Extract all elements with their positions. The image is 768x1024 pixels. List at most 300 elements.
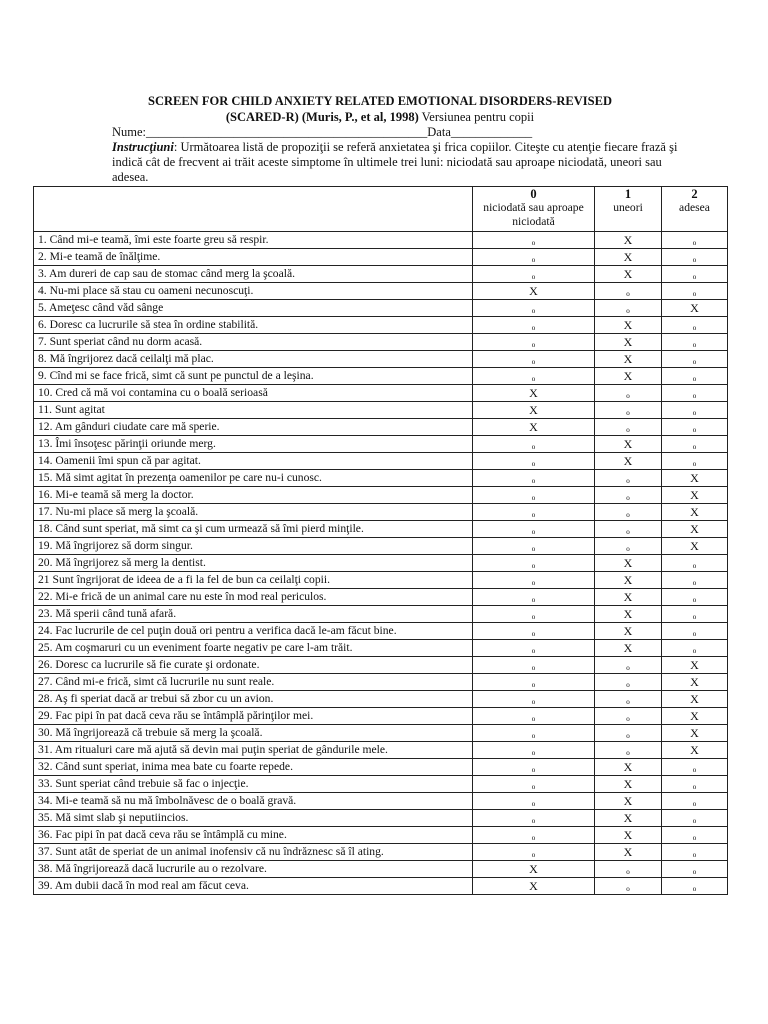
x-mark: X xyxy=(623,641,633,655)
item-text: 8. Mă îngrijorez dacă ceilalţi mă plac. xyxy=(34,351,473,368)
circle-mark: ₒ xyxy=(692,828,697,842)
x-mark: X xyxy=(529,420,538,434)
circle-mark: ₒ xyxy=(692,845,697,859)
answer-cell-col-1[interactable] xyxy=(595,640,662,657)
circle-mark: ₒ xyxy=(531,352,536,366)
circle-mark: ₒ xyxy=(531,454,536,468)
instructions-text: : Următoarea listă de propoziţii se referă anxietatea şi frica copiilor. Citeşte cu atenţie fiecare frază şi indică cât de frecvent ai trăit aceste simptome în ultimele trei luni: niciodată sau aproape niciodată, uneori sau adesea. xyxy=(112,140,678,184)
table-row xyxy=(34,606,728,623)
answer-cell-col-1[interactable] xyxy=(595,589,662,606)
header-col-2 xyxy=(662,187,728,232)
circle-mark: ₒ xyxy=(692,573,697,587)
answer-cell-col-0[interactable] xyxy=(473,742,595,759)
answer-cell-col-2[interactable] xyxy=(662,538,728,555)
circle-mark: ₒ xyxy=(692,386,697,400)
circle-mark: ₒ xyxy=(692,318,697,332)
circle-mark: ₒ xyxy=(692,794,697,808)
x-mark: X xyxy=(690,471,699,485)
circle-mark: ₒ xyxy=(531,726,536,740)
item-text: 6. Doresc ca lucrurile să stea în ordine stabilită. xyxy=(34,317,473,334)
x-mark: X xyxy=(623,437,633,451)
circle-mark: ₒ xyxy=(626,862,630,876)
header-col-1-label: uneori xyxy=(613,201,643,214)
answer-cell-col-2[interactable] xyxy=(662,368,728,385)
circle-mark: ₒ xyxy=(531,607,536,621)
circle-mark: ₒ xyxy=(692,267,697,281)
item-text: 31. Am ritualuri care mă ajută să devin mai puţin speriat de gândurile mele. xyxy=(34,742,473,759)
circle-mark: ₒ xyxy=(531,301,536,315)
table-row xyxy=(34,504,728,521)
circle-mark: ₒ xyxy=(692,233,697,247)
circle-mark: ₒ xyxy=(692,862,697,876)
x-mark: X xyxy=(690,539,699,553)
item-text: 24. Fac lucrurile de cel puţin două ori pentru a verifica dacă le-am făcut bine. xyxy=(34,623,473,640)
item-text: 9. Cînd mi se face frică, simt că sunt pe punctul de a leşina. xyxy=(34,368,473,385)
circle-mark: ₒ xyxy=(531,845,536,859)
table-row xyxy=(34,317,728,334)
answer-cell-col-2[interactable] xyxy=(662,742,728,759)
answer-cell-col-2[interactable] xyxy=(662,640,728,657)
answer-cell-col-1[interactable] xyxy=(595,861,662,878)
circle-mark: ₒ xyxy=(692,352,697,366)
circle-mark: ₒ xyxy=(531,675,536,689)
x-mark: X xyxy=(529,862,538,876)
header-col-1 xyxy=(595,187,662,232)
circle-mark: ₒ xyxy=(626,675,630,689)
table-row xyxy=(34,470,728,487)
answer-cell-col-1[interactable] xyxy=(595,351,662,368)
header-col-0 xyxy=(473,187,595,232)
item-text: 1. Când mi-e teamă, îmi este foarte greu să respir. xyxy=(34,232,473,249)
circle-mark: ₒ xyxy=(531,641,536,655)
answer-cell-col-2[interactable] xyxy=(662,674,728,691)
header-col-1-number: 1 xyxy=(624,187,632,201)
table-row xyxy=(34,844,728,861)
answer-cell-col-1[interactable] xyxy=(595,793,662,810)
header-col-2-label: adesea xyxy=(679,201,710,214)
circle-mark: ₒ xyxy=(692,369,697,383)
answer-cell-col-0[interactable] xyxy=(473,827,595,844)
answer-cell-col-1[interactable] xyxy=(595,691,662,708)
instructions-label: Instrucţiuni xyxy=(112,140,174,154)
answer-cell-col-1[interactable] xyxy=(595,810,662,827)
answer-cell-col-2[interactable] xyxy=(662,504,728,521)
answer-cell-col-0[interactable] xyxy=(473,589,595,606)
answer-cell-col-0[interactable] xyxy=(473,487,595,504)
answer-cell-col-2[interactable] xyxy=(662,708,728,725)
answer-cell-col-1[interactable] xyxy=(595,249,662,266)
answer-cell-col-2[interactable] xyxy=(662,572,728,589)
circle-mark: ₒ xyxy=(692,556,697,570)
x-mark: X xyxy=(690,301,699,315)
circle-mark: ₒ xyxy=(626,403,630,417)
answer-cell-col-2[interactable] xyxy=(662,283,728,300)
answer-cell-col-1[interactable] xyxy=(595,521,662,538)
circle-mark: ₒ xyxy=(531,250,536,264)
answer-cell-col-1[interactable] xyxy=(595,232,662,249)
answer-cell-col-2[interactable] xyxy=(662,351,728,368)
circle-mark: ₒ xyxy=(531,437,536,451)
answer-cell-col-2[interactable] xyxy=(662,334,728,351)
x-mark: X xyxy=(623,573,633,587)
x-mark: X xyxy=(623,233,633,247)
answer-cell-col-1[interactable] xyxy=(595,827,662,844)
circle-mark: ₒ xyxy=(692,335,697,349)
item-text: 17. Nu-mi place să merg la şcoală. xyxy=(34,504,473,521)
answer-cell-col-0[interactable] xyxy=(473,453,595,470)
circle-mark: ₒ xyxy=(531,777,536,791)
circle-mark: ₒ xyxy=(531,318,536,332)
answer-cell-col-1[interactable] xyxy=(595,725,662,742)
answer-cell-col-1[interactable] xyxy=(595,708,662,725)
answer-cell-col-1[interactable] xyxy=(595,555,662,572)
answer-cell-col-2[interactable] xyxy=(662,776,728,793)
item-text: 7. Sunt speriat când nu dorm acasă. xyxy=(34,334,473,351)
document-subtitle xyxy=(33,109,727,125)
circle-mark: ₒ xyxy=(692,879,697,893)
table-row xyxy=(34,878,728,895)
item-text: 3. Am dureri de cap sau de stomac când merg la şcoală. xyxy=(34,266,473,283)
item-text: 5. Ameţesc când văd sânge xyxy=(34,300,473,317)
table-row xyxy=(34,283,728,300)
item-text: 34. Mi-e teamă să nu mă îmbolnăvesc de o boală gravă. xyxy=(34,793,473,810)
table-row xyxy=(34,419,728,436)
answer-cell-col-0[interactable] xyxy=(473,521,595,538)
x-mark: X xyxy=(623,335,633,349)
table-row xyxy=(34,538,728,555)
table-row xyxy=(34,861,728,878)
answer-cell-col-1[interactable] xyxy=(595,878,662,895)
circle-mark: ₒ xyxy=(626,539,630,553)
item-text: 30. Mă îngrijorează că trebuie să merg la şcoală. xyxy=(34,725,473,742)
answer-cell-col-2[interactable] xyxy=(662,759,728,776)
circle-mark: ₒ xyxy=(531,828,536,842)
table-row xyxy=(34,589,728,606)
table-row xyxy=(34,759,728,776)
item-text: 23. Mă sperii când tună afară. xyxy=(34,606,473,623)
answer-cell-col-1[interactable] xyxy=(595,572,662,589)
circle-mark: ₒ xyxy=(692,811,697,825)
answer-cell-col-0[interactable] xyxy=(473,844,595,861)
circle-mark: ₒ xyxy=(692,777,697,791)
subtitle-citation: (SCARED-R) (Muris, P., et al, 1998) xyxy=(225,110,419,124)
answer-cell-col-2[interactable] xyxy=(662,827,728,844)
table-row xyxy=(34,266,728,283)
circle-mark: ₒ xyxy=(531,505,536,519)
circle-mark: ₒ xyxy=(531,743,536,757)
circle-mark: ₒ xyxy=(692,760,697,774)
answer-cell-col-2[interactable] xyxy=(662,606,728,623)
table-row xyxy=(34,640,728,657)
circle-mark: ₒ xyxy=(626,505,630,519)
circle-mark: ₒ xyxy=(626,284,630,298)
circle-mark: ₒ xyxy=(531,573,536,587)
x-mark: X xyxy=(623,607,633,621)
answer-cell-col-0[interactable] xyxy=(473,368,595,385)
x-mark: X xyxy=(623,760,633,774)
item-text: 27. Când mi-e frică, simt că lucrurile nu sunt reale. xyxy=(34,674,473,691)
circle-mark: ₒ xyxy=(626,879,630,893)
answer-cell-col-0[interactable] xyxy=(473,249,595,266)
item-text: 28. Aş fi speriat dacă ar trebui să zbor cu un avion. xyxy=(34,691,473,708)
table-row xyxy=(34,827,728,844)
answer-cell-col-0[interactable] xyxy=(473,623,595,640)
x-mark: X xyxy=(529,284,538,298)
item-text: 20. Mă îngrijorez să merg la dentist. xyxy=(34,555,473,572)
x-mark: X xyxy=(623,556,633,570)
circle-mark: ₒ xyxy=(626,658,630,672)
table-row xyxy=(34,793,728,810)
circle-mark: ₒ xyxy=(626,743,630,757)
answer-cell-col-2[interactable] xyxy=(662,453,728,470)
circle-mark: ₒ xyxy=(531,335,536,349)
answer-cell-col-0[interactable] xyxy=(473,402,595,419)
answer-cell-col-2[interactable] xyxy=(662,793,728,810)
answer-cell-col-1[interactable] xyxy=(595,504,662,521)
subtitle-version: Versiunea pentru copii xyxy=(418,110,535,124)
circle-mark: ₒ xyxy=(692,590,697,604)
answer-cell-col-0[interactable] xyxy=(473,657,595,674)
answer-cell-col-2[interactable] xyxy=(662,249,728,266)
table-row xyxy=(34,623,728,640)
name-date-line[interactable]: Nume:_____________________________________________Data_____________ xyxy=(112,125,533,139)
table-row xyxy=(34,742,728,759)
answer-cell-col-0[interactable] xyxy=(473,504,595,521)
x-mark: X xyxy=(690,658,699,672)
answer-cell-col-0[interactable] xyxy=(473,640,595,657)
circle-mark: ₒ xyxy=(531,709,536,723)
answer-cell-col-0[interactable] xyxy=(473,317,595,334)
x-mark: X xyxy=(690,505,699,519)
circle-mark: ₒ xyxy=(531,539,536,553)
answer-cell-col-0[interactable] xyxy=(473,861,595,878)
circle-mark: ₒ xyxy=(531,488,536,502)
answer-cell-col-0[interactable] xyxy=(473,674,595,691)
circle-mark: ₒ xyxy=(531,794,536,808)
answer-cell-col-0[interactable] xyxy=(473,725,595,742)
answer-cell-col-1[interactable] xyxy=(595,419,662,436)
instructions xyxy=(33,140,727,185)
answer-cell-col-2[interactable] xyxy=(662,725,728,742)
answer-cell-col-2[interactable] xyxy=(662,300,728,317)
answer-cell-col-0[interactable] xyxy=(473,759,595,776)
circle-mark: ₒ xyxy=(531,522,536,536)
x-mark: X xyxy=(623,454,633,468)
answer-cell-col-0[interactable] xyxy=(473,708,595,725)
x-mark: X xyxy=(529,386,538,400)
answer-cell-col-1[interactable] xyxy=(595,266,662,283)
item-text: 36. Fac pipi în pat dacă ceva rău se întâmplă cu mine. xyxy=(34,827,473,844)
answer-cell-col-0[interactable] xyxy=(473,351,595,368)
table-row xyxy=(34,334,728,351)
answer-cell-col-0[interactable] xyxy=(473,776,595,793)
answer-cell-col-0[interactable] xyxy=(473,538,595,555)
item-text: 10. Cred că mă voi contamina cu o boală serioasă xyxy=(34,385,473,402)
answer-cell-col-0[interactable] xyxy=(473,691,595,708)
circle-mark: ₒ xyxy=(531,556,536,570)
item-text: 25. Am coşmaruri cu un eveniment foarte negativ pe care l-am trăit. xyxy=(34,640,473,657)
circle-mark: ₒ xyxy=(692,403,697,417)
x-mark: X xyxy=(623,369,633,383)
answer-cell-col-0[interactable] xyxy=(473,266,595,283)
answer-cell-col-1[interactable] xyxy=(595,776,662,793)
answer-cell-col-0[interactable] xyxy=(473,283,595,300)
circle-mark: ₒ xyxy=(626,386,630,400)
x-mark: X xyxy=(623,811,633,825)
table-row xyxy=(34,385,728,402)
circle-mark: ₒ xyxy=(692,420,697,434)
answer-cell-col-2[interactable] xyxy=(662,317,728,334)
circle-mark: ₒ xyxy=(692,607,697,621)
answer-cell-col-0[interactable] xyxy=(473,232,595,249)
scared-table xyxy=(33,186,728,895)
answer-cell-col-0[interactable] xyxy=(473,606,595,623)
circle-mark: ₒ xyxy=(531,760,536,774)
item-text: 29. Fac pipi în pat dacă ceva rău se întâmplă părinţilor mei. xyxy=(34,708,473,725)
circle-mark: ₒ xyxy=(692,454,697,468)
x-mark: X xyxy=(690,726,699,740)
answer-cell-col-2[interactable] xyxy=(662,844,728,861)
circle-mark: ₒ xyxy=(626,301,630,315)
answer-cell-col-2[interactable] xyxy=(662,657,728,674)
answer-cell-col-0[interactable] xyxy=(473,300,595,317)
x-mark: X xyxy=(623,250,633,264)
answer-cell-col-2[interactable] xyxy=(662,419,728,436)
x-mark: X xyxy=(623,267,633,281)
answer-cell-col-1[interactable] xyxy=(595,385,662,402)
answer-cell-col-1[interactable] xyxy=(595,759,662,776)
circle-mark: ₒ xyxy=(626,726,630,740)
x-mark: X xyxy=(623,845,633,859)
x-mark: X xyxy=(623,352,633,366)
answer-cell-col-2[interactable] xyxy=(662,810,728,827)
x-mark: X xyxy=(690,692,699,706)
x-mark: X xyxy=(623,318,633,332)
answer-cell-col-2[interactable] xyxy=(662,436,728,453)
answer-cell-col-2[interactable] xyxy=(662,861,728,878)
answer-cell-col-2[interactable] xyxy=(662,878,728,895)
answer-cell-col-1[interactable] xyxy=(595,436,662,453)
table-row xyxy=(34,232,728,249)
answer-cell-col-1[interactable] xyxy=(595,334,662,351)
answer-cell-col-1[interactable] xyxy=(595,538,662,555)
table-row xyxy=(34,368,728,385)
circle-mark: ₒ xyxy=(626,522,630,536)
table-row xyxy=(34,810,728,827)
table-row xyxy=(34,555,728,572)
item-text: 35. Mă simt slab şi neputiincios. xyxy=(34,810,473,827)
circle-mark: ₒ xyxy=(626,692,630,706)
circle-mark: ₒ xyxy=(531,658,536,672)
answer-cell-col-1[interactable] xyxy=(595,453,662,470)
answer-cell-col-1[interactable] xyxy=(595,300,662,317)
x-mark: X xyxy=(623,777,633,791)
x-mark: X xyxy=(690,743,699,757)
answer-cell-col-2[interactable] xyxy=(662,266,728,283)
header-empty-cell xyxy=(34,187,473,232)
item-text: 4. Nu-mi place să stau cu oameni necunoscuţi. xyxy=(34,283,473,300)
item-text: 26. Doresc ca lucrurile să fie curate şi ordonate. xyxy=(34,657,473,674)
answer-cell-col-2[interactable] xyxy=(662,521,728,538)
answer-cell-col-0[interactable] xyxy=(473,878,595,895)
item-text: 13. Îmi însoţesc părinţii oriunde merg. xyxy=(34,436,473,453)
answer-cell-col-2[interactable] xyxy=(662,691,728,708)
answer-cell-col-1[interactable] xyxy=(595,674,662,691)
answer-cell-col-0[interactable] xyxy=(473,572,595,589)
answer-cell-col-2[interactable] xyxy=(662,623,728,640)
answer-cell-col-2[interactable] xyxy=(662,470,728,487)
item-text: 39. Am dubii dacă în mod real am făcut ceva. xyxy=(34,878,473,895)
answer-cell-col-1[interactable] xyxy=(595,283,662,300)
answer-cell-col-1[interactable] xyxy=(595,368,662,385)
answer-cell-col-1[interactable] xyxy=(595,470,662,487)
circle-mark: ₒ xyxy=(531,471,536,485)
answer-cell-col-0[interactable] xyxy=(473,793,595,810)
answer-cell-col-1[interactable] xyxy=(595,487,662,504)
answer-cell-col-1[interactable] xyxy=(595,623,662,640)
item-text: 12. Am gânduri ciudate care mă sperie. xyxy=(34,419,473,436)
answer-cell-col-1[interactable] xyxy=(595,844,662,861)
answer-cell-col-1[interactable] xyxy=(595,742,662,759)
x-mark: X xyxy=(623,828,633,842)
circle-mark: ₒ xyxy=(692,250,697,264)
x-mark: X xyxy=(623,794,633,808)
x-mark: X xyxy=(690,709,699,723)
answer-cell-col-0[interactable] xyxy=(473,334,595,351)
item-text: 19. Mă îngrijorez să dorm singur. xyxy=(34,538,473,555)
item-text: 16. Mi-e teamă să merg la doctor. xyxy=(34,487,473,504)
answer-cell-col-1[interactable] xyxy=(595,402,662,419)
answer-cell-col-0[interactable] xyxy=(473,555,595,572)
answer-cell-col-0[interactable] xyxy=(473,419,595,436)
table-row xyxy=(34,708,728,725)
item-text: 32. Când sunt speriat, inima mea bate cu foarte repede. xyxy=(34,759,473,776)
circle-mark: ₒ xyxy=(531,369,536,383)
x-mark: X xyxy=(623,624,633,638)
answer-cell-col-0[interactable] xyxy=(473,385,595,402)
table-row xyxy=(34,521,728,538)
answer-cell-col-1[interactable] xyxy=(595,317,662,334)
item-text: 22. Mi-e frică de un animal care nu este în mod real periculos. xyxy=(34,589,473,606)
table-row xyxy=(34,402,728,419)
answer-cell-col-2[interactable] xyxy=(662,232,728,249)
table-row xyxy=(34,487,728,504)
answer-cell-col-1[interactable] xyxy=(595,606,662,623)
answer-cell-col-2[interactable] xyxy=(662,402,728,419)
circle-mark: ₒ xyxy=(626,420,630,434)
answer-cell-col-1[interactable] xyxy=(595,657,662,674)
x-mark: X xyxy=(529,403,538,417)
circle-mark: ₒ xyxy=(692,437,697,451)
table-row xyxy=(34,572,728,589)
answer-cell-col-2[interactable] xyxy=(662,589,728,606)
circle-mark: ₒ xyxy=(531,624,536,638)
answer-cell-col-0[interactable] xyxy=(473,810,595,827)
answer-cell-col-2[interactable] xyxy=(662,487,728,504)
circle-mark: ₒ xyxy=(531,811,536,825)
circle-mark: ₒ xyxy=(626,488,630,502)
answer-cell-col-2[interactable] xyxy=(662,555,728,572)
answer-cell-col-2[interactable] xyxy=(662,385,728,402)
answer-cell-col-0[interactable] xyxy=(473,470,595,487)
table-row xyxy=(34,674,728,691)
answer-cell-col-0[interactable] xyxy=(473,436,595,453)
table-row xyxy=(34,657,728,674)
item-text: 15. Mă simt agitat în prezenţa oamenilor pe care nu-i cunosc. xyxy=(34,470,473,487)
document-title: SCREEN FOR CHILD ANXIETY RELATED EMOTIONAL DISORDERS-REVISED xyxy=(148,94,612,108)
circle-mark: ₒ xyxy=(531,267,536,281)
table-row xyxy=(34,776,728,793)
